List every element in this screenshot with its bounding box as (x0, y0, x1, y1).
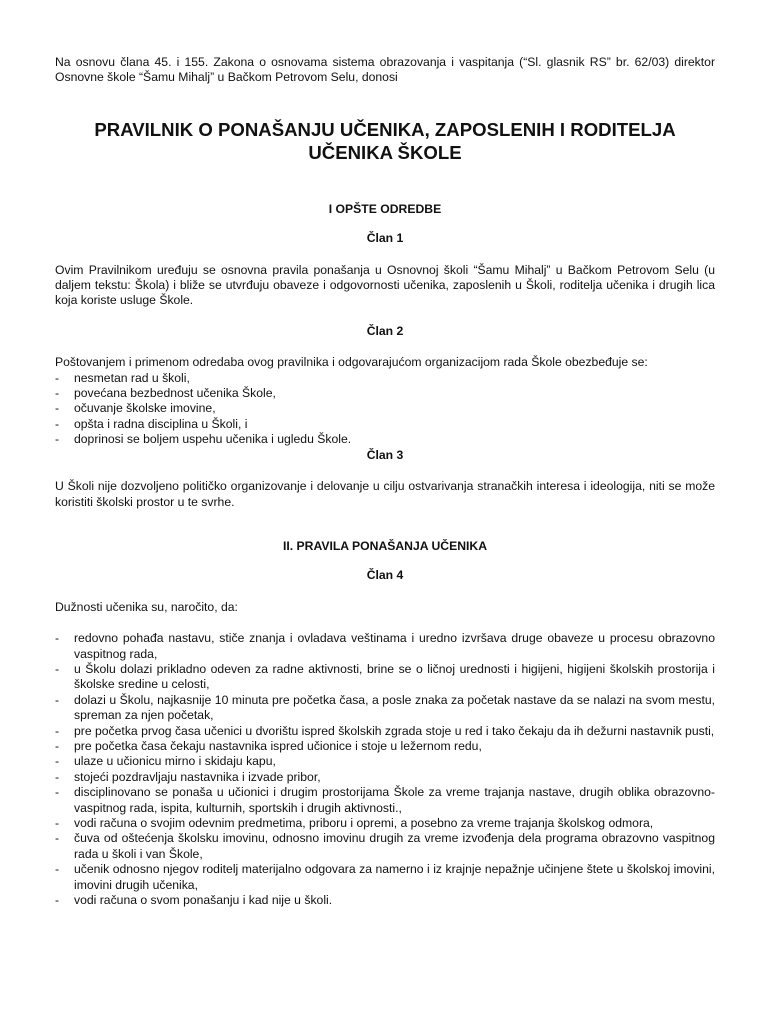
list-item: - dolazi u Školu, najkasnije 10 minuta pre početka časa, a posle znaka za početak nastave da se nalazi na svom mestu, spreman za njen početak, (55, 693, 715, 724)
article-1-text: Ovim Pravilnikom uređuju se osnovna pravila ponašanja u Osnovnoj školi “Šamu Mihalj” u Bačkom Petrovom Selu (u daljem tekstu: Škola) i bliže se utvrđuju obaveze i odgovornosti učenika, zaposlenih u Školi, roditelja učenika i drugih lica koja koriste usluge Škole. (55, 262, 715, 308)
article-4-list-b (55, 724, 715, 909)
list-item: - u Školu dolazi prikladno odeven za radne aktivnosti, brine se o ličnoj urednosti i higijeni, higijeni školskih prostorija i školske sredine u celosti, (55, 662, 715, 693)
list-item: - učenik odnosno njegov roditelj materijalno odgovara za namerno i iz krajnje nepažnje učinjene štete u školskoj imovini, imovini drugih učenika, (55, 862, 715, 893)
list-item: - vodi računa o svom ponašanju i kad nije u školi. (55, 893, 715, 908)
section-heading-student-rules: II. PRAVILA PONAŠANJA UČENIKA (282, 538, 488, 553)
list-item: - pre početka prvog časa učenici u dvorištu ispred školskih zgrada stoje u red i tako čekaju da ih dežurni nastavnik pusti, (55, 724, 715, 739)
list-item: - stojeći pozdravljaju nastavnika i izvade pribor, (55, 770, 715, 785)
list-item: - disciplinovano se ponaša u učionici i drugim prostorijama Škole za vreme trajanja nastave, drugih oblika obrazovno-vaspitnog rada, ispita, kulturnih, sportskih i drugih aktivnosti., (55, 785, 715, 816)
list-item: - očuvanje školske imovine, (55, 401, 715, 416)
list-item: - opšta i radna disciplina u Školi, i (55, 417, 715, 432)
list-item: - povećana bezbednost učenika Škole, (55, 386, 715, 401)
article-4-heading: Član 4 (366, 568, 404, 583)
intro-paragraph: Na osnovu člana 45. i 155. Zakona o osnovama sistema obrazovanja i vaspitanja (“Sl. glasnik RS” br. 62/03) direktor Osnovne škole “Šamu Mihalj” u Bačkom Petrovom Selu, donosi (55, 55, 715, 85)
list-item: - vodi računa o svojim odevnim predmetima, priboru i opremi, a posebno za vreme trajanja školskog odmora, (55, 816, 715, 831)
article-2-list (55, 371, 715, 448)
list-item: - pre početka časa čekaju nastavnika ispred učionice i stoje u ležernom redu, (55, 739, 715, 754)
section-heading-general-provisions: I OPŠTE ODREDBE (328, 201, 442, 216)
article-2-lead: Poštovanjem i primenom odredaba ovog pravilnika i odgovarajućom organizacijom rada Škole obezbeđuje se: (55, 355, 648, 370)
list-item: - redovno pohađa nastavu, stiče znanja i ovladava veštinama i uredno izvršava druge obaveze u procesu obrazovno vaspitnog rada, (55, 631, 715, 662)
article-2-heading: Član 2 (366, 323, 404, 338)
list-item: - ulaze u učionicu mirno i skidaju kapu, (55, 754, 715, 769)
article-4-list-a (55, 631, 715, 723)
document-title: PRAVILNIK O PONAŠANJU UČENIKA, ZAPOSLENIH I RODITELJA UČENIKA ŠKOLE (94, 118, 676, 163)
document-body (55, 55, 715, 908)
article-3-heading: Član 3 (366, 447, 404, 462)
article-4-lead: Dužnosti učenika su, naročito, da: (55, 599, 238, 614)
list-item: - čuva od oštećenja školsku imovinu, odnosno imovinu drugih za vreme izvođenja dela programa obrazovno vaspitnog rada u školi i van Škole, (55, 831, 715, 862)
article-3-text: U Školi nije dozvoljeno političko organizovanje i delovanje u cilju ostvarivanja stranačkih interesa i ideologija, niti se može koristiti školski prostor u te svrhe. (55, 479, 715, 509)
list-item: - doprinosi se boljem uspehu učenika i ugledu Škole. (55, 432, 715, 447)
article-1-heading: Član 1 (366, 231, 404, 246)
list-item: - nesmetan rad u školi, (55, 371, 715, 386)
